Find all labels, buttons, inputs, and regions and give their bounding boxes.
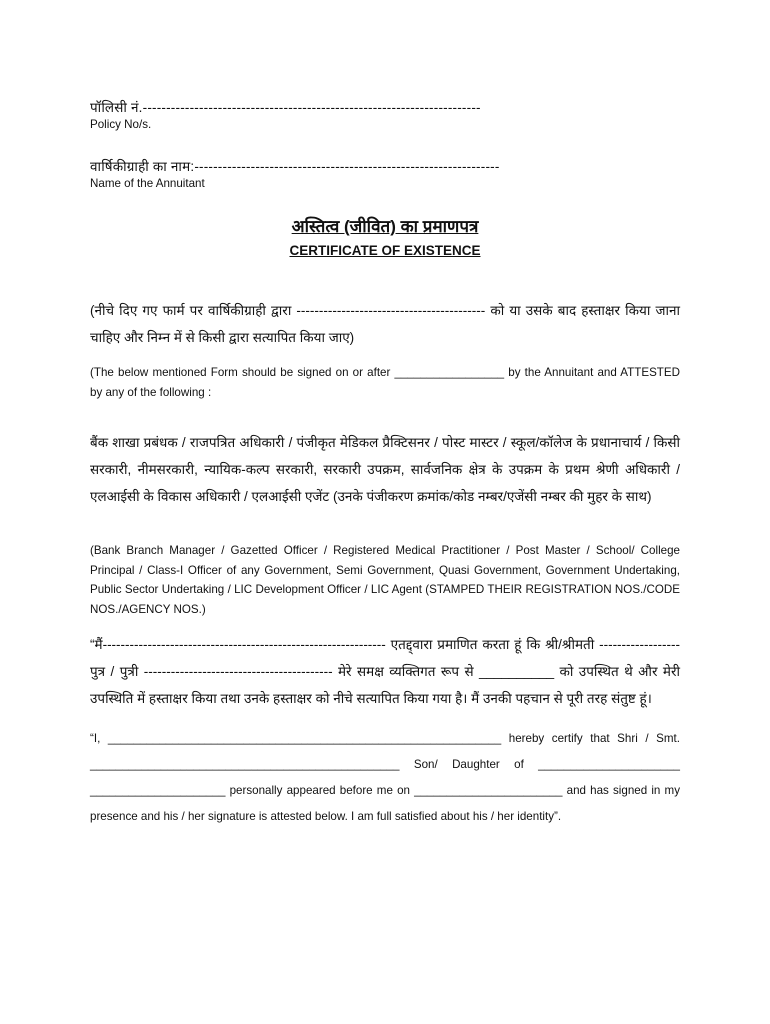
certificate-title-hindi: अस्तित्व (जीवित) का प्रमाणपत्र: [291, 217, 479, 236]
certificate-title: CERTIFICATE OF EXISTENCE: [289, 243, 481, 258]
policy-number-label: Policy No/s.: [90, 118, 152, 131]
annuitant-name-label-hindi: वार्षिकीग्राही का नाम:-----------------------------------------------------------------: [90, 159, 500, 174]
annuitant-name-label: Name of the Annuitant: [90, 177, 205, 190]
instructions-hindi: (नीचे दिए गए फार्म पर वार्षिकीग्राही द्वारा ------------------------------------------ को या उसके बाद हस्ताक्षर किया जाना चाहिए और निम्न में से किसी द्वारा सत्यापित किया जाए): [90, 303, 680, 345]
certification-statement-hindi: “मैं--------------------------------------------------------------- एतद्द्वारा प्रमाणित करता हूं कि श्री/श्रीमती ------------------ पुत्र / पुत्री ------------------------------------------ मेरे समक्ष व्यक्तिगत रूप से __________ को उपस्थित थे और मेरी उपस्थिति में हस्ताक्षर किया तथा उनके हस्ताक्षर को नीचे सत्यापित किया गया है। मैं उनकी पहचान से पूरी तरह संतुष्ट हूं।: [90, 637, 680, 706]
certification-statement-english: “I, _____________________________________________________________ hereby certify that Shri / Smt. ________________________________________________ Son/ Daughter of ______________________ _____________________ personally appeared before me on _______________________ and has signed in my presence and his / her signature is attested below. I am full satisfied about his / her identity”.: [90, 732, 680, 823]
attesters-list-hindi: बैंक शाखा प्रबंधक / राजपत्रित अधिकारी / पंजीकृत मेडिकल प्रैक्टिसनर / पोस्ट मास्टर / स्कूल/कॉलेज के प्रधानाचार्य / किसी सरकारी, नीमसरकारी, न्यायिक-कल्प सरकारी, सरकारी उपक्रम, सार्वजनिक क्षेत्र के उपक्रम के प्रथम श्रेणी अधिकारी / एलआईसी के विकास अधिकारी / एलआईसी एजेंट (उनके पंजीकरण क्रमांक/कोड नम्बर/एजेंसी नम्बर की मुहर के साथ): [90, 435, 680, 504]
instructions-english: (The below mentioned Form should be signed on or after _________________ by the Annuitant and ATTESTED by any of the following :: [90, 366, 680, 399]
policy-number-label-hindi: पॉलिसी नं.------------------------------------------------------------------------: [90, 100, 481, 115]
attesters-list-english: (Bank Branch Manager / Gazetted Officer / Registered Medical Practitioner / Post Master / School/ College Principal / Class-I Officer of any Government, Semi Government, Quasi Government, Government Undertaking, Public Sector Undertaking / LIC Development Officer / LIC Agent (STAMPED THEIR REGISTRATION NOS./CODE NOS./AGENCY NOS.): [90, 544, 680, 616]
